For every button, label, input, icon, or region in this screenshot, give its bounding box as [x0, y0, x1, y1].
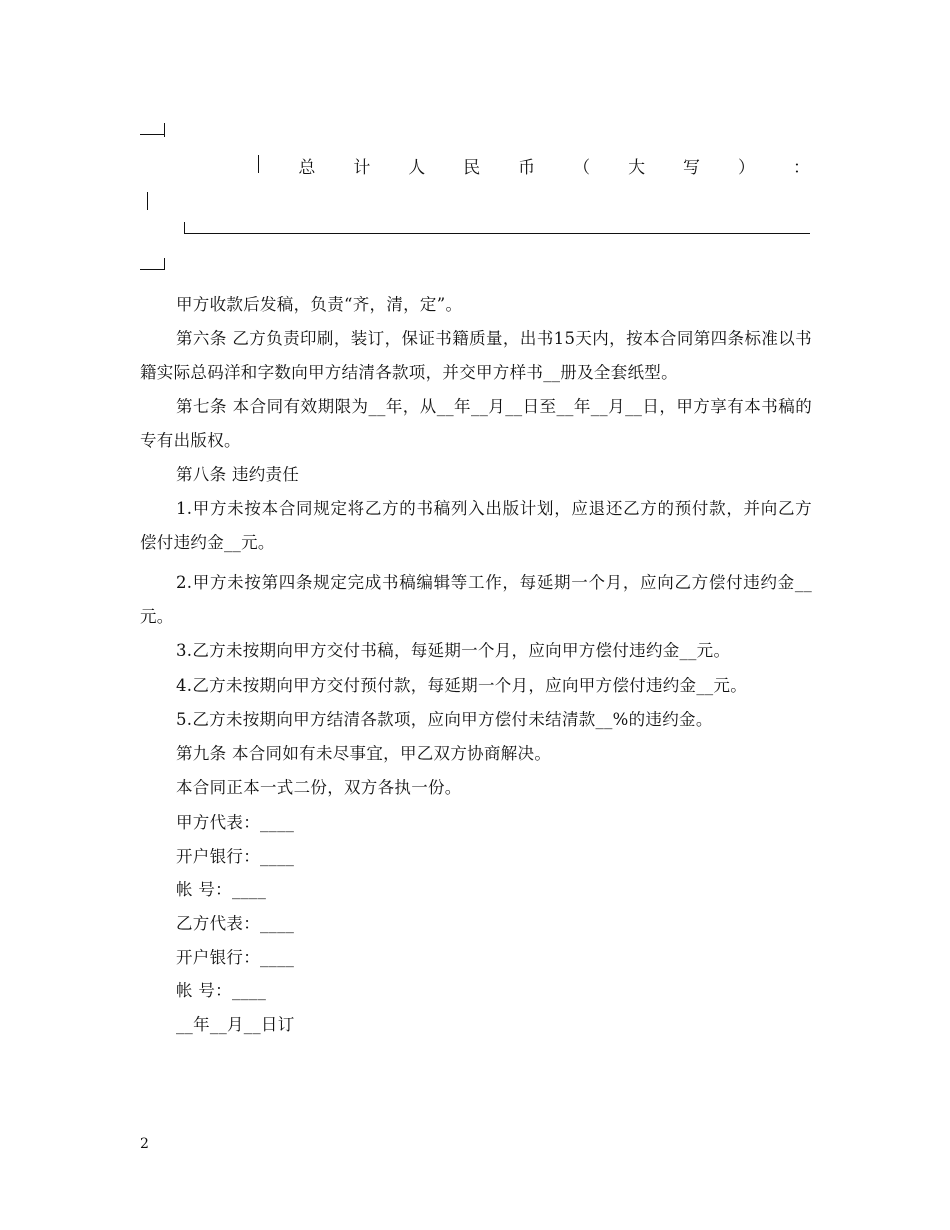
- party-b-representative: 乙方代表：____: [176, 914, 295, 933]
- party-a-representative: 甲方代表：____: [176, 813, 295, 832]
- table-foot-left-tick: [164, 258, 165, 270]
- paragraph-copies: 本合同正本一式二份，双方各执一份。: [176, 778, 462, 797]
- paragraph-breach-1: 1.甲方未按本合同规定将乙方的书稿列入出版计划，应退还乙方的预付款，并向乙方偿付违约金__元。: [140, 499, 812, 552]
- total-char: 大: [628, 157, 646, 178]
- total-char-spacer: [255, 155, 260, 175]
- total-char: ）: [737, 157, 755, 178]
- total-char: 人: [408, 157, 426, 178]
- table-top-left-rule: [140, 134, 164, 135]
- party-b-bank: 开户银行：____: [176, 948, 295, 967]
- total-char: 总: [298, 157, 316, 178]
- total-char: 写: [683, 157, 701, 178]
- paragraph-breach-4: 4.乙方未按期向甲方交付预付款，每延期一个月，应向甲方偿付违约金__元。: [176, 676, 748, 695]
- paragraph-issue-manuscript: 甲方收款后发稿，负责“齐，清，定”。: [176, 295, 463, 314]
- page-number: 2: [140, 1136, 149, 1152]
- table-bottom-rule: [184, 233, 810, 234]
- table-left-tick: [147, 192, 148, 210]
- total-rmb-label-row: [255, 152, 810, 178]
- paragraph-breach-2: 2.甲方未按第四条规定完成书稿编辑等工作，每延期一个月，应向乙方偿付违约金__元。: [140, 573, 812, 626]
- paragraph-breach-3: 3.乙方未按期向甲方交付书稿，每延期一个月，应向甲方偿付违约金__元。: [176, 641, 731, 660]
- signing-date: __年__月__日订: [176, 1015, 295, 1034]
- table-top-left-tick: [164, 123, 165, 137]
- total-char: 币: [518, 157, 536, 178]
- total-char: （: [573, 157, 591, 178]
- total-char: 计: [353, 157, 371, 178]
- table-foot-left-rule: [140, 269, 164, 270]
- total-char: 民: [463, 157, 481, 178]
- paragraph-article-8-heading: 第八条 违约责任: [176, 465, 300, 484]
- party-a-account: 帐 号：____: [176, 880, 267, 899]
- paragraph-article-9: 第九条 本合同如有未尽事宜，甲乙双方协商解决。: [176, 744, 552, 763]
- paragraph-breach-5: 5.乙方未按期向甲方结清各款项，应向甲方偿付未结清款__%的违约金。: [176, 710, 713, 729]
- party-a-bank: 开户银行：____: [176, 847, 295, 866]
- party-b-account: 帐 号：____: [176, 981, 267, 1000]
- paragraph-article-7: 第七条 本合同有效期限为__年，从__年__月__日至__年__月__日，甲方享有本书稿的专有出版权。: [140, 397, 812, 450]
- total-char: ：: [792, 157, 810, 178]
- paragraph-article-6: 第六条 乙方负责印刷，装订，保证书籍质量，出书15天内，按本合同第四条标准以书籍实际总码洋和字数向甲方结清各款项，并交甲方样书__册及全套纸型。: [140, 329, 812, 382]
